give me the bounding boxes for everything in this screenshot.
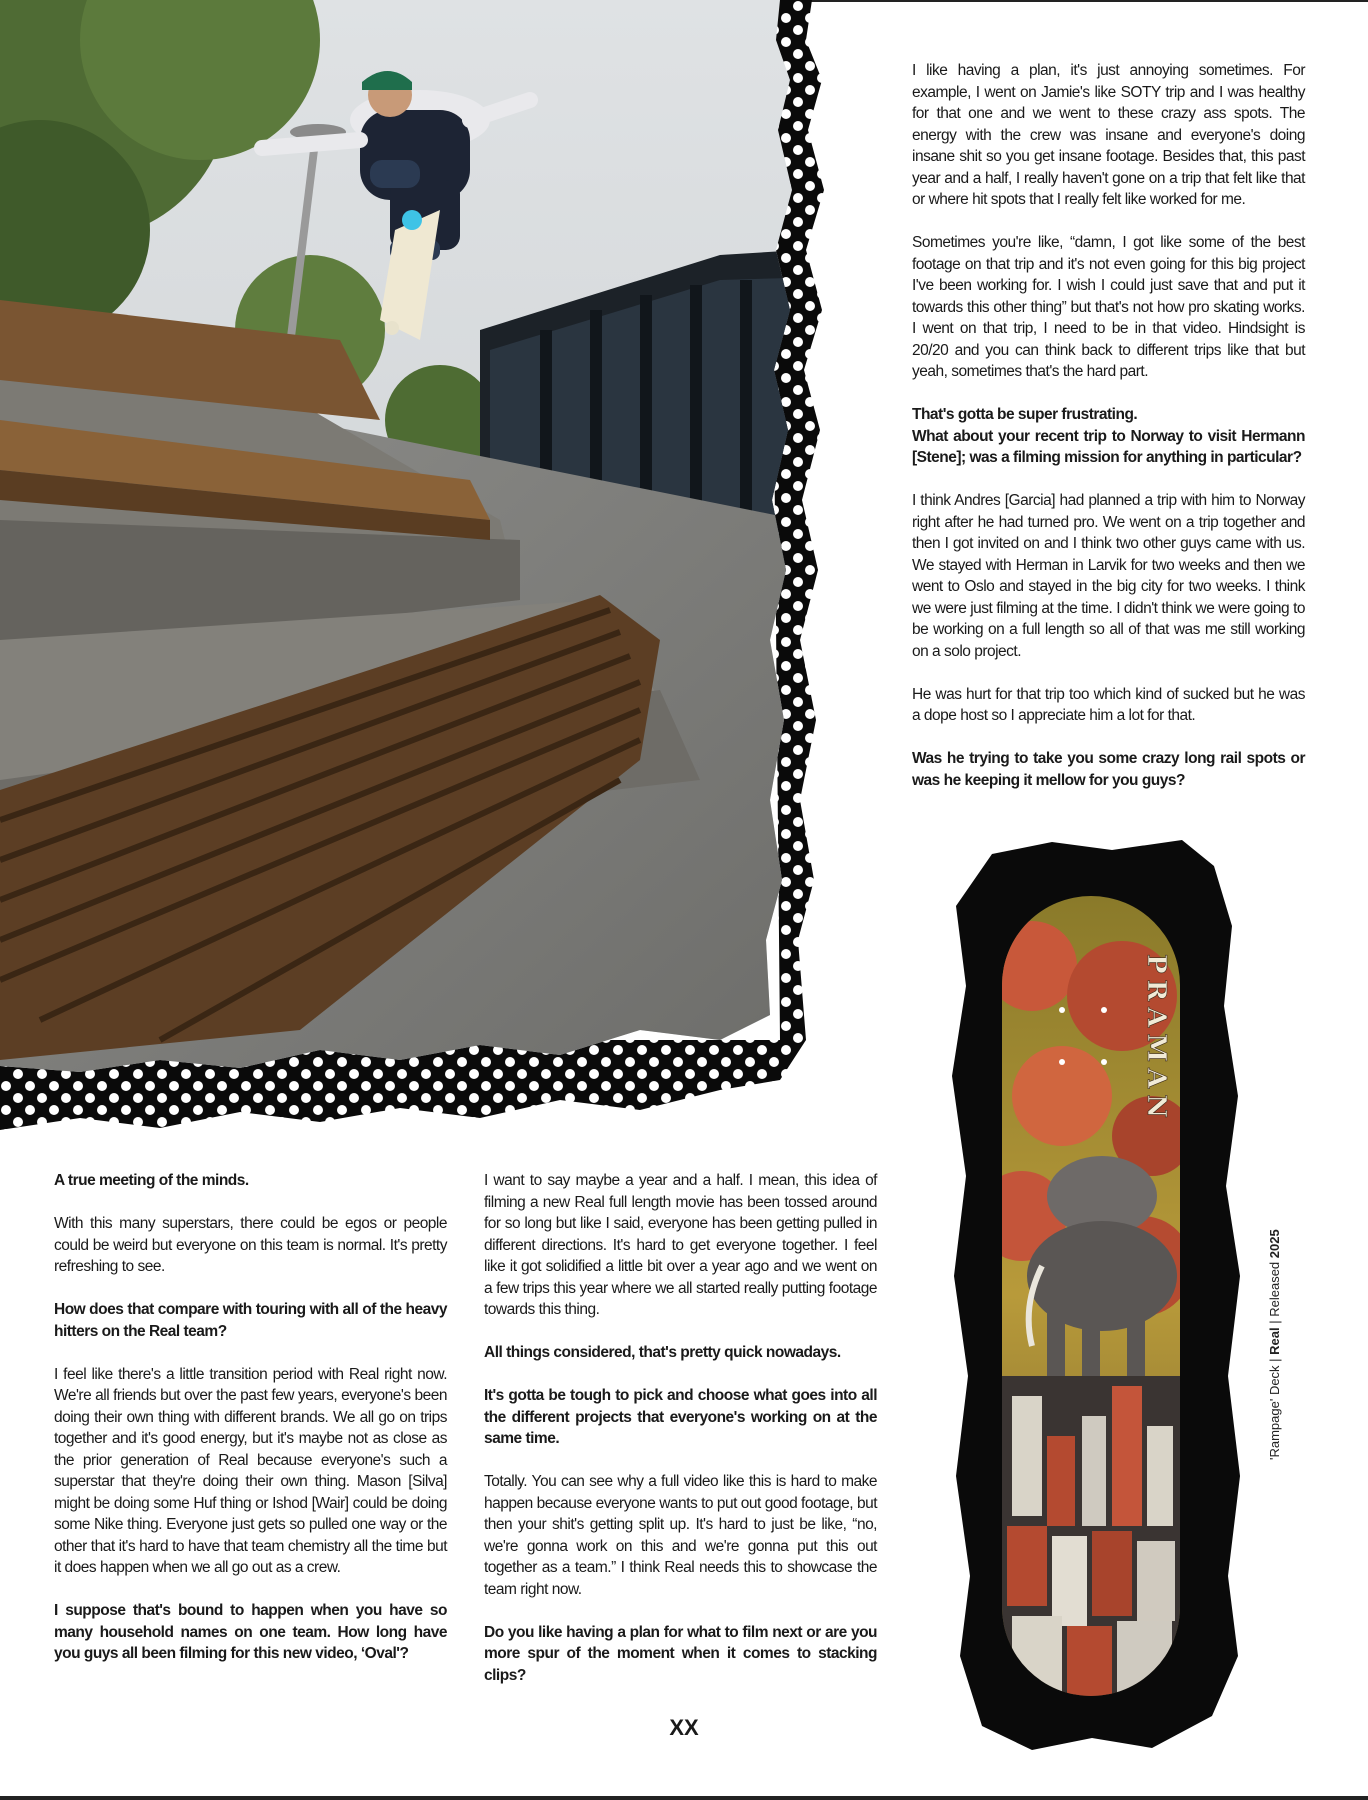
question: Do you like having a plan for what to film next or are you more spur of the moment when it comes to stacking clips? xyxy=(484,1623,877,1684)
question: What about your recent trip to Norway to visit Hermann [Stene]; was a filming mission for anything in particular? xyxy=(912,427,1305,466)
caption-year: 2025 xyxy=(1267,1229,1282,1259)
paragraph: I like having a plan, it's just annoying sometimes. For example, I went on Jamie's like SOTY trip and I was healthy for that one and we went to these crazy ass spots. The energy with the crew was insane and everyone's doing insane shit so you get insane footage. Besides that, this past year and a half, I really haven't gone on a trip that felt like that or where hit spots that I really felt like worked for me. xyxy=(912,62,1305,208)
middle-article-column xyxy=(484,1170,877,1708)
question: It's gotta be tough to pick and choose what goes into all the different projects that everyone's working on at the same time. xyxy=(484,1387,877,1447)
paragraph: I want to say maybe a year and a half. I mean, this idea of filming a new Real full length movie has been tossed around for so long but like I said, everyone has been getting pulled in different directions. It's hard to get everyone together. I feel like it got solidified a little bit over a year ago and we went on a few trips this year where we all started really putting footage towards this thing. xyxy=(484,1172,877,1318)
deck-caption xyxy=(1267,1229,1282,1460)
paragraph: He was hurt for that trip too which kind of sucked but he was a dope host so I appreciate him a lot for that. xyxy=(912,685,1305,724)
deck-graphic-text: PRAMAN xyxy=(1141,954,1171,1125)
question: I suppose that's bound to happen when you have so many household names on one team. How long have you guys all been filming for this new video, ‘Oval'? xyxy=(54,1602,447,1662)
paragraph: Totally. You can see why a full video like this is hard to make happen because everyone wants to put out good footage, but then your shit's getting split up. It's hard to just be like, “no, we're gonna work on this and we're gonna put this out together as a team.” I think Real needs this to showcase the team right now. xyxy=(484,1473,877,1598)
bottom-rule xyxy=(0,1796,1368,1800)
paragraph: I think Andres [Garcia] had planned a trip with him to Norway right after he had turned pro. We went on a trip together and then I got invited on and I think two other guys came with us. We stayed with Herman in Larvik for two weeks and then we went to Oslo and stayed in the big city for two weeks. I think we were just filming at the time. I didn't think we were going to be working on a full length so all of that was me still working on a solo project. xyxy=(912,492,1305,660)
caption-name: 'Rampage' Deck | xyxy=(1267,1354,1282,1460)
skateboard-deck-image xyxy=(952,836,1242,1756)
question-line: That's gotta be super frustrating. xyxy=(912,406,1138,423)
paragraph: With this many superstars, there could be egos or people could be weird but everyone on this team is normal. It's pretty refreshing to see. xyxy=(54,1215,447,1275)
caption-brand: Real xyxy=(1267,1327,1282,1355)
page-number: XX xyxy=(669,1715,699,1740)
question: Was he trying to take you some crazy long rail spots or was he keeping it mellow for you guys? xyxy=(912,750,1305,789)
question xyxy=(912,404,1305,426)
question: How does that compare with touring with all of the heavy hitters on the Real team? xyxy=(54,1301,447,1340)
left-article-column xyxy=(54,1170,447,1686)
section-lead: A true meeting of the minds. xyxy=(54,1172,249,1189)
paragraph: I feel like there's a little transition period with Real right now. We're all friends but over the past few years, everyone's been doing their own thing with different brands. We all go on trips together and it's good energy, but it's maybe not as close as the prior generation of Real because everyone's such a superstar that they're doing their own thing. Mason [Silva] might be doing some Huf thing or Ishod [Wair] could be doing some Nike thing. Everyone just gets so pulled one way or the other that it's hard to have that team chemistry all the time but it does happen when we all go out as a crew. xyxy=(54,1365,447,1576)
caption-released: | Released xyxy=(1267,1258,1282,1328)
paragraph: Sometimes you're like, “damn, I got like some of the best footage on that trip and it's not even going for this big project I've been working for. I wish I could just save that and put it towards this other thing” but that's not how pro skating works. I went on that trip, I need to be in that video. Hindsight is 20/20 and you can think back to different trips like that but yeah, sometimes that's the hard part. xyxy=(912,234,1305,380)
right-article-column xyxy=(912,60,1305,813)
question: All things considered, that's pretty quick nowadays. xyxy=(484,1344,841,1361)
